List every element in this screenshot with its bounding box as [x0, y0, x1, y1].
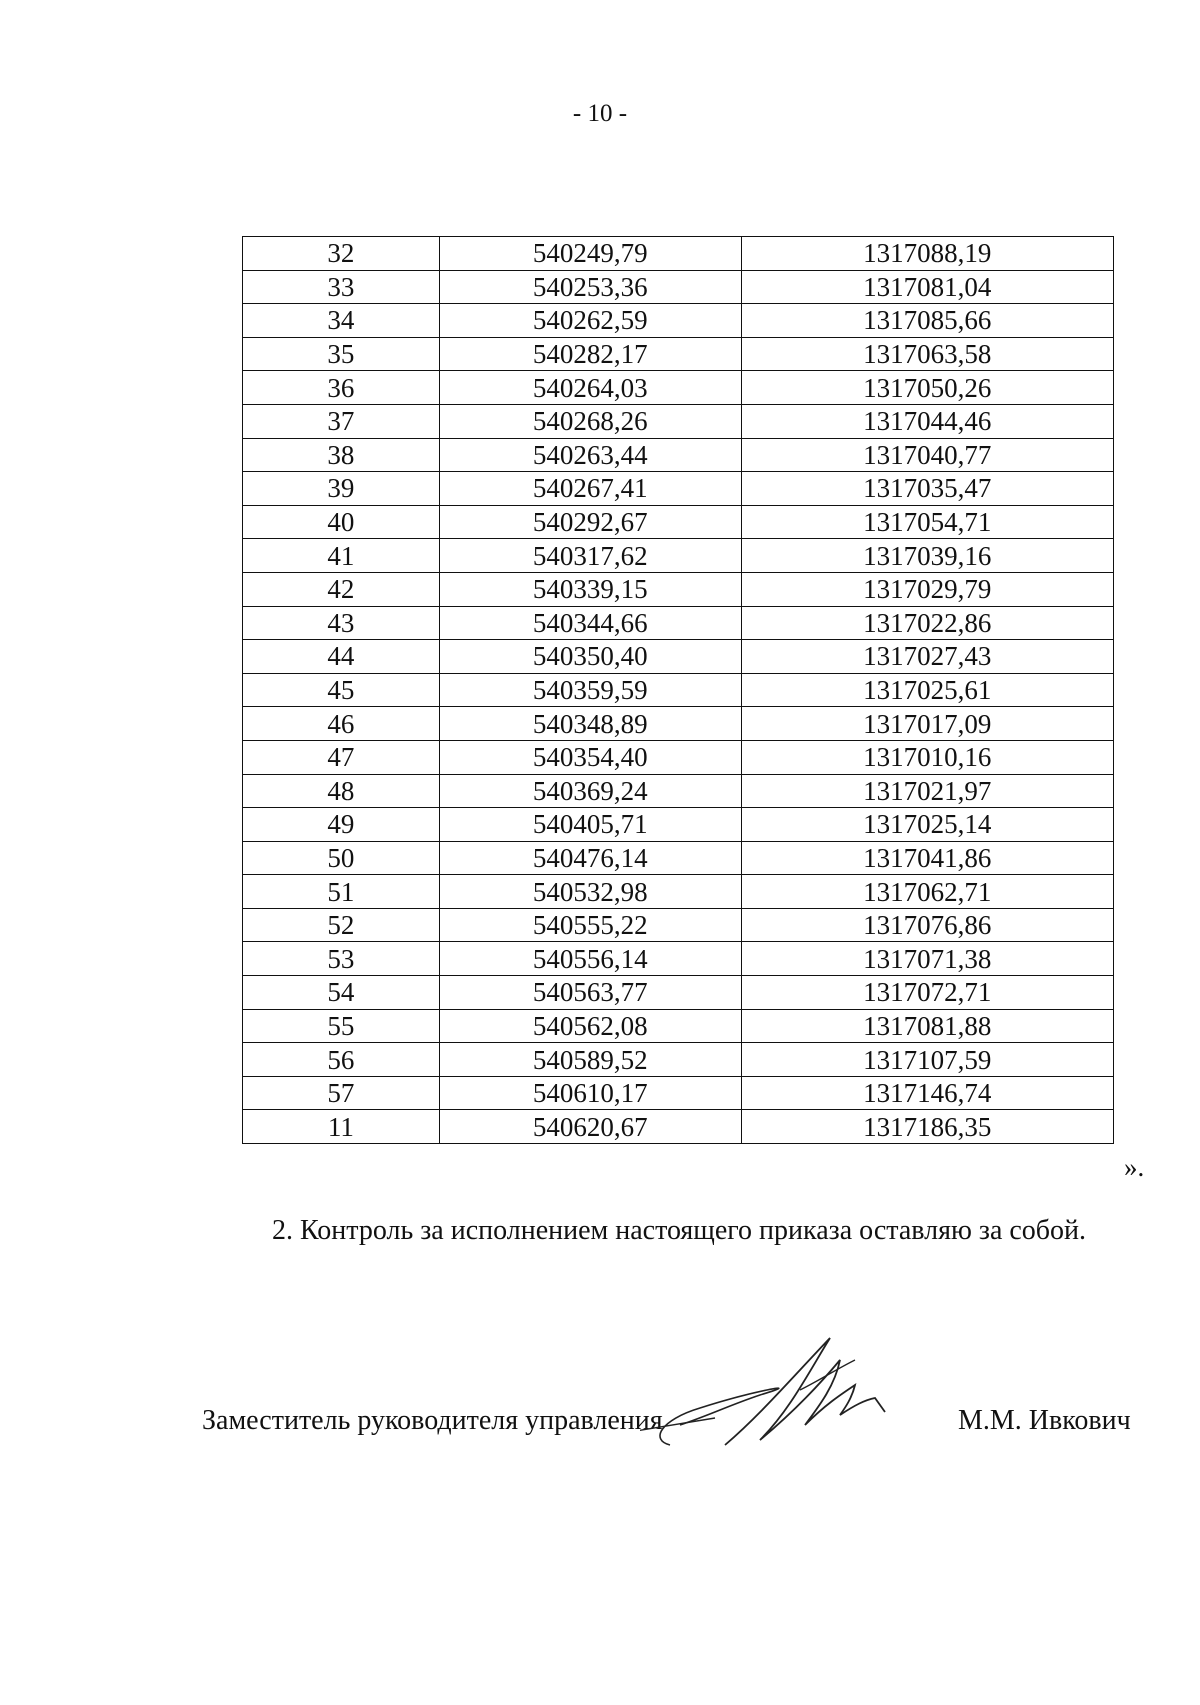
table-row: [243, 505, 1114, 539]
table-row: [243, 539, 1114, 573]
page-number: - 10 -: [572, 100, 628, 127]
point-number-cell: 11: [243, 1110, 440, 1144]
x-coordinate-cell: 540532,98: [439, 875, 741, 909]
y-coordinate-cell: 1317025,61: [741, 673, 1113, 707]
x-coordinate-cell: 540610,17: [439, 1076, 741, 1110]
point-number-cell: 56: [243, 1043, 440, 1077]
x-coordinate-cell: 540344,66: [439, 606, 741, 640]
point-number-cell: 47: [243, 740, 440, 774]
x-coordinate-cell: 540264,03: [439, 371, 741, 405]
table-row: [243, 572, 1114, 606]
point-number-cell: 33: [243, 270, 440, 304]
y-coordinate-cell: 1317040,77: [741, 438, 1113, 472]
table-row: [243, 707, 1114, 741]
y-coordinate-cell: 1317081,88: [741, 1009, 1113, 1043]
y-coordinate-cell: 1317022,86: [741, 606, 1113, 640]
point-number-cell: 44: [243, 640, 440, 674]
y-coordinate-cell: 1317054,71: [741, 505, 1113, 539]
x-coordinate-cell: 540556,14: [439, 942, 741, 976]
table-row: [243, 740, 1114, 774]
y-coordinate-cell: 1317044,46: [741, 404, 1113, 438]
y-coordinate-cell: 1317146,74: [741, 1076, 1113, 1110]
y-coordinate-cell: 1317025,14: [741, 808, 1113, 842]
y-coordinate-cell: 1317010,16: [741, 740, 1113, 774]
x-coordinate-cell: 540263,44: [439, 438, 741, 472]
point-number-cell: 39: [243, 472, 440, 506]
table-row: [243, 841, 1114, 875]
coordinates-table: [242, 236, 1114, 1144]
x-coordinate-cell: 540268,26: [439, 404, 741, 438]
point-number-cell: 34: [243, 304, 440, 338]
closing-quote: ».: [1124, 1152, 1145, 1182]
table-row: [243, 1110, 1114, 1144]
x-coordinate-cell: 540348,89: [439, 707, 741, 741]
y-coordinate-cell: 1317081,04: [741, 270, 1113, 304]
y-coordinate-cell: 1317071,38: [741, 942, 1113, 976]
y-coordinate-cell: 1317017,09: [741, 707, 1113, 741]
x-coordinate-cell: 540282,17: [439, 337, 741, 371]
y-coordinate-cell: 1317050,26: [741, 371, 1113, 405]
y-coordinate-cell: 1317035,47: [741, 472, 1113, 506]
table-row: [243, 237, 1114, 271]
table-row: [243, 438, 1114, 472]
x-coordinate-cell: 540555,22: [439, 908, 741, 942]
point-number-cell: 45: [243, 673, 440, 707]
x-coordinate-cell: 540249,79: [439, 237, 741, 271]
y-coordinate-cell: 1317186,35: [741, 1110, 1113, 1144]
x-coordinate-cell: 540253,36: [439, 270, 741, 304]
x-coordinate-cell: 540589,52: [439, 1043, 741, 1077]
table-row: [243, 472, 1114, 506]
x-coordinate-cell: 540317,62: [439, 539, 741, 573]
point-number-cell: 57: [243, 1076, 440, 1110]
point-number-cell: 38: [243, 438, 440, 472]
table-row: [243, 808, 1114, 842]
point-number-cell: 43: [243, 606, 440, 640]
table-row: [243, 1043, 1114, 1077]
table-row: [243, 942, 1114, 976]
y-coordinate-cell: 1317021,97: [741, 774, 1113, 808]
point-number-cell: 54: [243, 976, 440, 1010]
x-coordinate-cell: 540369,24: [439, 774, 741, 808]
table-row: [243, 640, 1114, 674]
signature-block: [0, 1405, 1200, 1465]
x-coordinate-cell: 540562,08: [439, 1009, 741, 1043]
y-coordinate-cell: 1317085,66: [741, 304, 1113, 338]
x-coordinate-cell: 540339,15: [439, 572, 741, 606]
point-number-cell: 32: [243, 237, 440, 271]
y-coordinate-cell: 1317072,71: [741, 976, 1113, 1010]
point-number-cell: 41: [243, 539, 440, 573]
point-number-cell: 51: [243, 875, 440, 909]
x-coordinate-cell: 540354,40: [439, 740, 741, 774]
table-row: [243, 908, 1114, 942]
point-number-cell: 46: [243, 707, 440, 741]
y-coordinate-cell: 1317039,16: [741, 539, 1113, 573]
x-coordinate-cell: 540476,14: [439, 841, 741, 875]
table-row: [243, 606, 1114, 640]
x-coordinate-cell: 540620,67: [439, 1110, 741, 1144]
x-coordinate-cell: 540405,71: [439, 808, 741, 842]
point-number-cell: 53: [243, 942, 440, 976]
x-coordinate-cell: 540359,59: [439, 673, 741, 707]
x-coordinate-cell: 540350,40: [439, 640, 741, 674]
table-row: [243, 1076, 1114, 1110]
y-coordinate-cell: 1317027,43: [741, 640, 1113, 674]
y-coordinate-cell: 1317029,79: [741, 572, 1113, 606]
table-row: [243, 304, 1114, 338]
point-number-cell: 52: [243, 908, 440, 942]
y-coordinate-cell: 1317088,19: [741, 237, 1113, 271]
point-number-cell: 37: [243, 404, 440, 438]
x-coordinate-cell: 540262,59: [439, 304, 741, 338]
coordinates-table-body: [243, 237, 1114, 1144]
table-row: [243, 875, 1114, 909]
y-coordinate-cell: 1317063,58: [741, 337, 1113, 371]
point-number-cell: 35: [243, 337, 440, 371]
x-coordinate-cell: 540267,41: [439, 472, 741, 506]
table-row: [243, 774, 1114, 808]
point-number-cell: 55: [243, 1009, 440, 1043]
table-row: [243, 673, 1114, 707]
table-row: [243, 337, 1114, 371]
control-paragraph: 2. Контроль за исполнением настоящего приказа оставляю за собой.: [272, 1215, 1087, 1246]
signer-name: М.М. Ивкович: [958, 1405, 1131, 1436]
x-coordinate-cell: 540563,77: [439, 976, 741, 1010]
y-coordinate-cell: 1317041,86: [741, 841, 1113, 875]
table-row: [243, 270, 1114, 304]
table-row: [243, 404, 1114, 438]
point-number-cell: 40: [243, 505, 440, 539]
point-number-cell: 42: [243, 572, 440, 606]
signer-position: Заместитель руководителя управления: [202, 1405, 663, 1436]
table-row: [243, 976, 1114, 1010]
table-row: [243, 371, 1114, 405]
y-coordinate-cell: 1317076,86: [741, 908, 1113, 942]
y-coordinate-cell: 1317062,71: [741, 875, 1113, 909]
table-row: [243, 1009, 1114, 1043]
x-coordinate-cell: 540292,67: [439, 505, 741, 539]
y-coordinate-cell: 1317107,59: [741, 1043, 1113, 1077]
point-number-cell: 36: [243, 371, 440, 405]
point-number-cell: 50: [243, 841, 440, 875]
point-number-cell: 49: [243, 808, 440, 842]
point-number-cell: 48: [243, 774, 440, 808]
handwritten-signature: [640, 1320, 940, 1460]
